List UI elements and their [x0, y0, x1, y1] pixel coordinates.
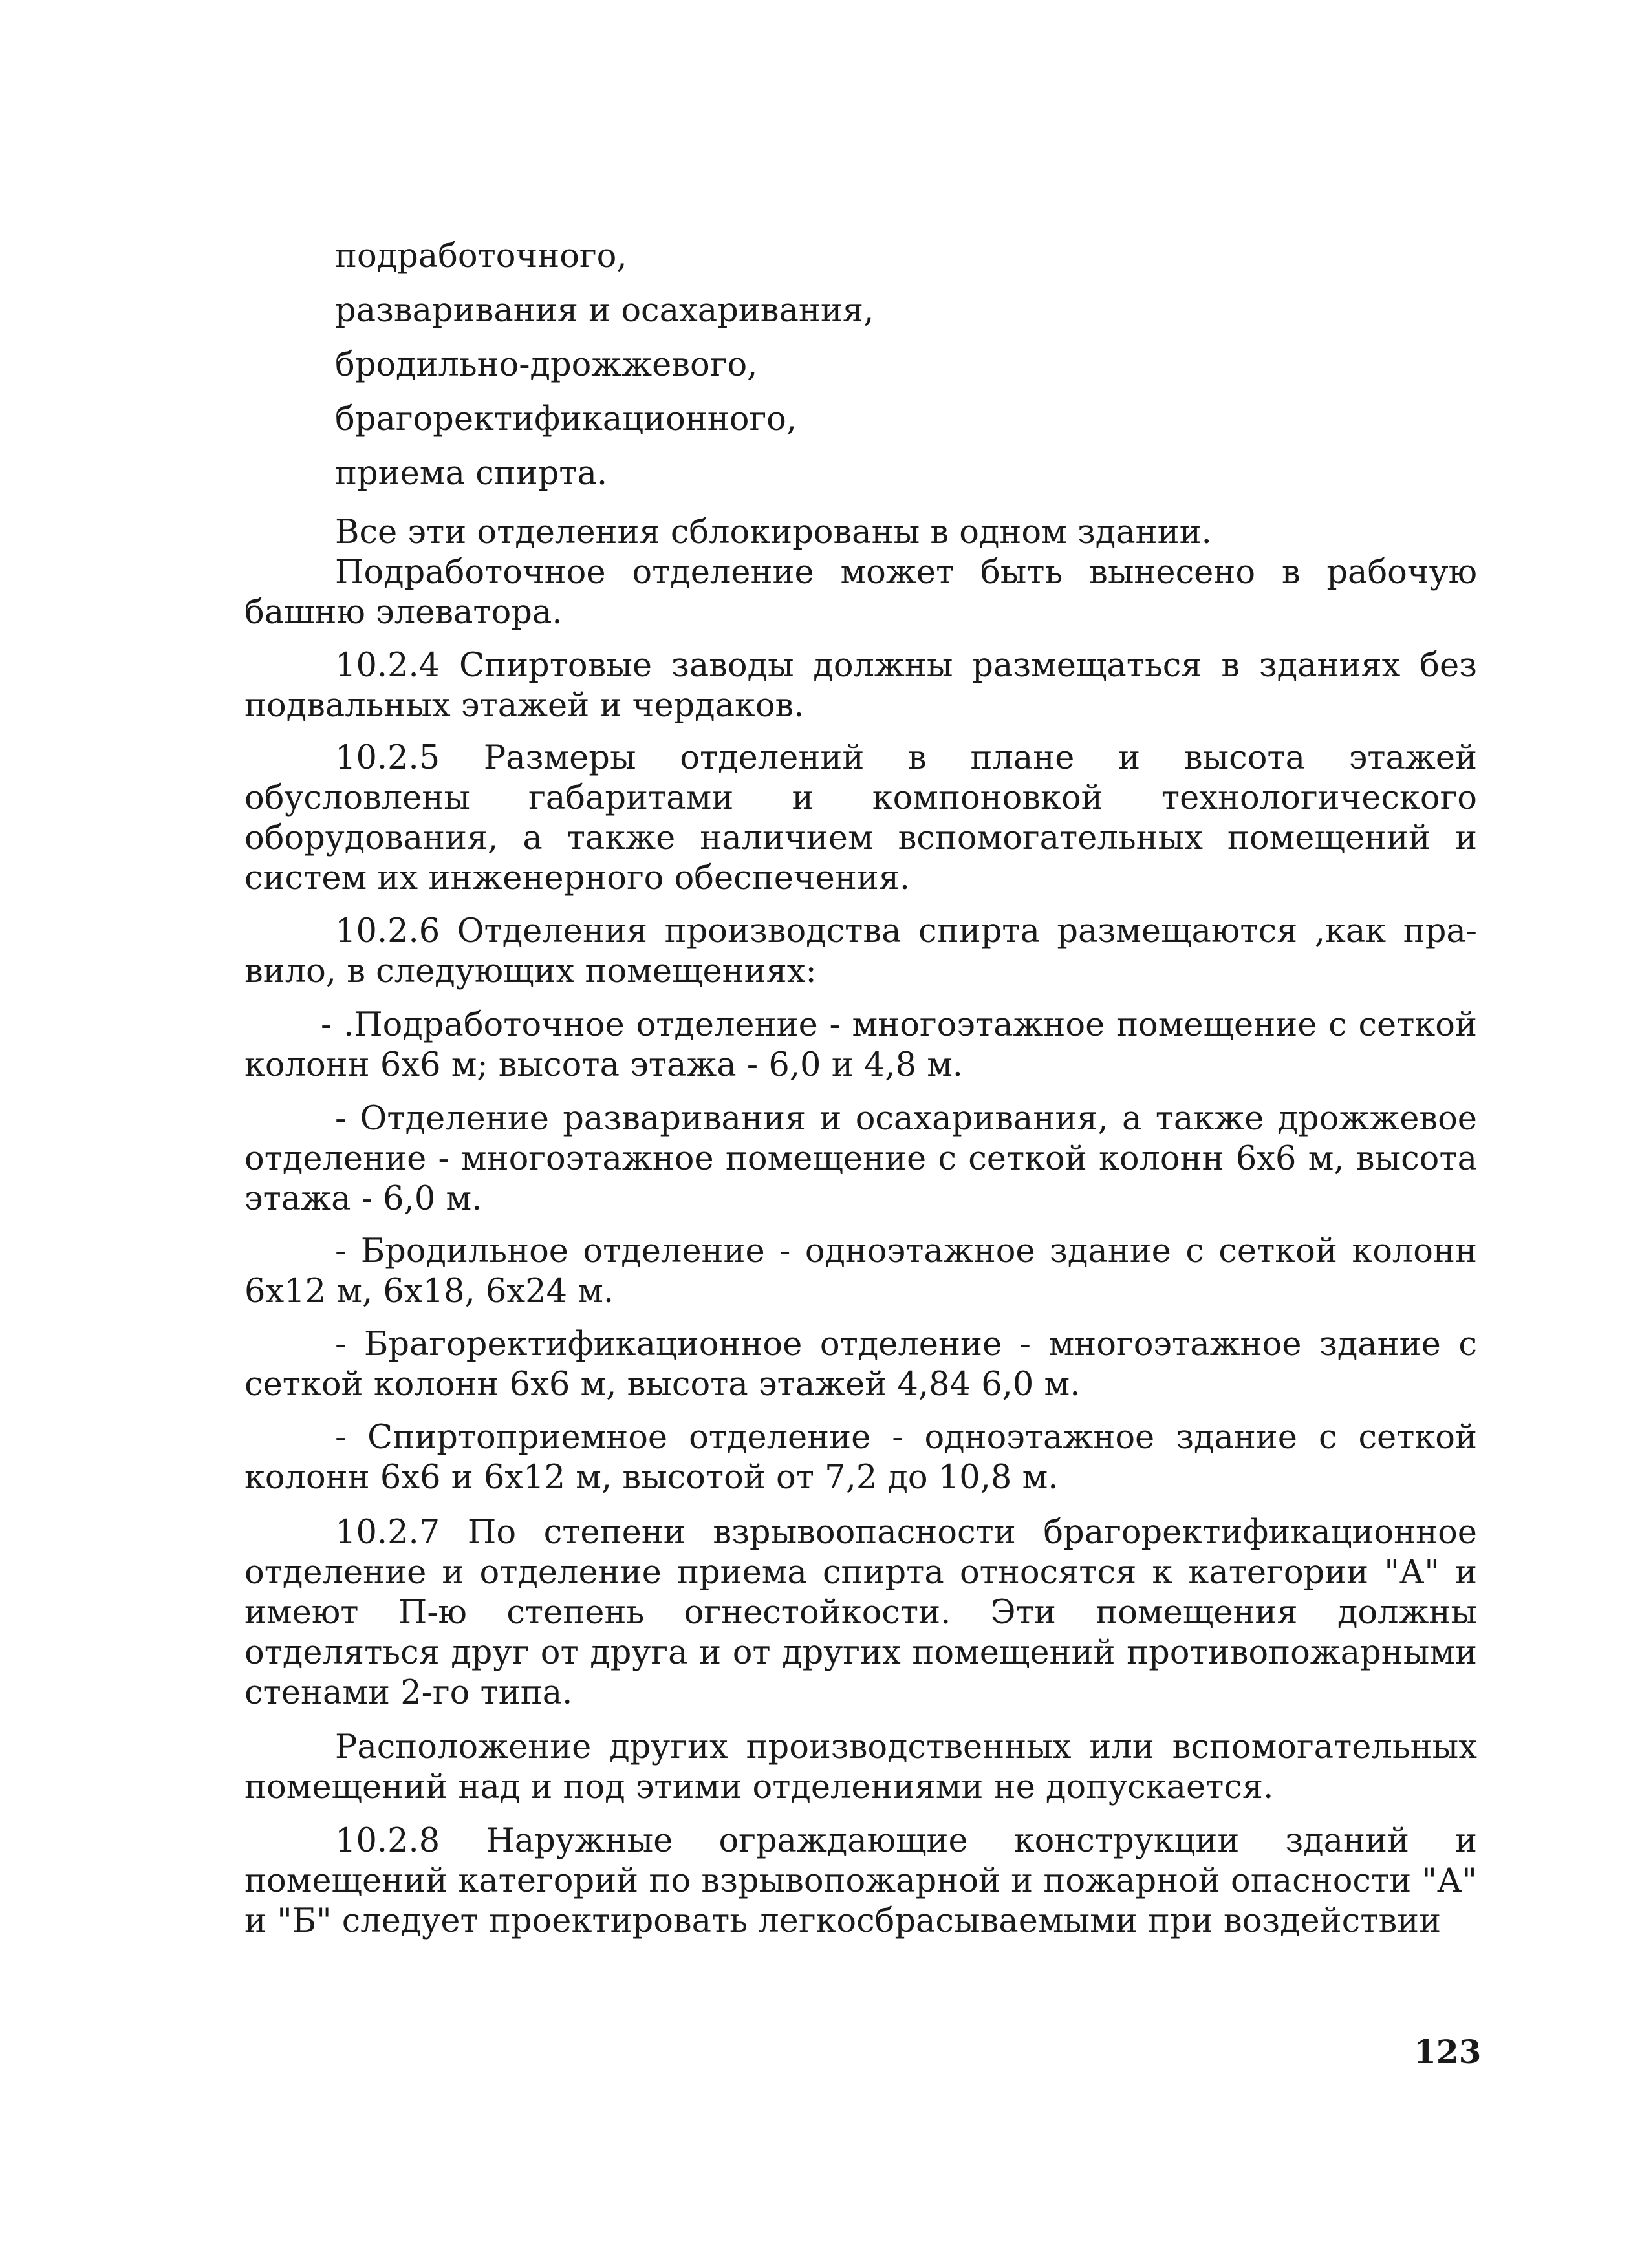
list-item-1: подработочного,: [335, 237, 627, 275]
paragraph-elevator-tower: Подработочное отделение может быть вынесено в рабочую башню элеватора.: [244, 553, 1477, 632]
paragraph-10-2-6: 10.2.6 Отделения производства спирта размещаются ,как пра-вило, в следующих помещениях:: [244, 912, 1477, 990]
paragraph-10-2-8: 10.2.8 Наружные ограждающие конструкции зданий и помещений категорий по взрывопожарной и пожарной опасности "А" и "Б" следует проектировать легкосбрасываемыми при воздействии: [244, 1822, 1477, 1940]
list-item-4: брагоректификационного,: [335, 400, 797, 438]
paragraph-10-2-5: 10.2.5 Размеры отделений в плане и высота этажей обусловлены габаритами и компоновкой технологического оборудования, а также наличием вспомогательных помещений и систем их инженерного обеспечения.: [244, 739, 1477, 897]
list-dash-item-2: - Отделение разваривания и осахаривания, а также дрожжевое отделение - многоэтажное помещение с сеткой колонн 6х6 м, высота этажа - 6,0 м.: [244, 1100, 1477, 1218]
list-dash-item-5: - Спиртоприемное отделение - одноэтажное здание с сеткой колонн 6х6 и 6х12 м, высотой от 7,2 до 10,8 м.: [244, 1418, 1477, 1497]
list-item-5: приема спирта.: [335, 455, 608, 493]
list-item-3: бродильно-дрожжевого,: [335, 346, 758, 384]
paragraph-placement-restriction: Расположение других производственных или вспомогательных помещений над и под этими отделениями не допускается.: [244, 1728, 1477, 1806]
list-dash-item-3: - Бродильное отделение - одноэтажное здание с сеткой колонн 6х12 м, 6х18, 6х24 м.: [244, 1232, 1477, 1311]
paragraph-blocked-building: Все эти отделения сблокированы в одном здании.: [335, 513, 1212, 551]
page-number: 123: [1414, 2033, 1482, 2071]
list-dash-item-4: - Брагоректификационное отделение - многоэтажное здание с сеткой колонн 6х6 м, высота этажей 4,84 6,0 м.: [244, 1325, 1477, 1404]
list-item-2: разваривания и осахаривания,: [335, 292, 874, 330]
paragraph-10-2-7: 10.2.7 По степени взрывоопасности брагоректификационное отделение и отделение приема спирта относятся к категории "А" и имеют П-ю степень огнестойкости. Эти помещения должны отделяться друг от друга и от других помещений противопожарными стенами 2-го типа.: [244, 1514, 1477, 1712]
paragraph-10-2-4: 10.2.4 Спиртовые заводы должны размещаться в зданиях без подвальных этажей и чердаков.: [244, 647, 1477, 725]
list-dash-item-1: - .Подработочное отделение - многоэтажное помещение с сеткой колонн 6х6 м; высота этажа - 6,0 и 4,8 м.: [244, 1006, 1477, 1084]
